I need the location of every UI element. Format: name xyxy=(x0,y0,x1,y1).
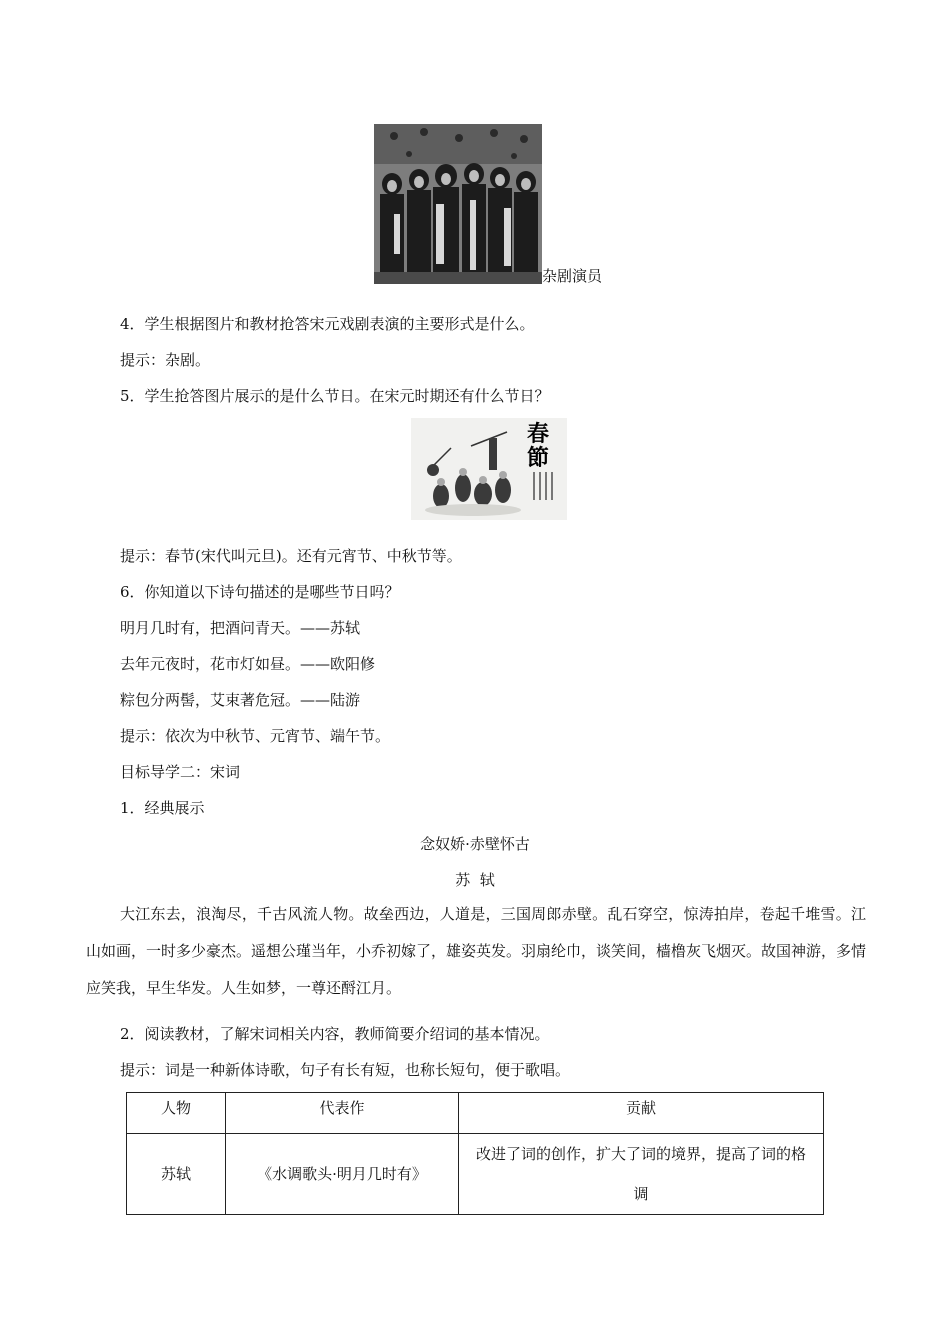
song-ci-table xyxy=(126,1092,824,1215)
festival-char-2: 節 xyxy=(527,445,550,471)
cell-person: 苏轼 xyxy=(127,1134,226,1215)
header-contribution: 贡献 xyxy=(459,1093,824,1134)
answer-5: 提示：春节(宋代叫元旦)。还有元宵节、中秋节等。 xyxy=(120,547,462,565)
table-header-row xyxy=(127,1093,824,1134)
poem-title: 念奴娇·赤壁怀古 xyxy=(420,835,530,853)
goal-heading: 目标导学二：宋词 xyxy=(120,763,241,781)
question-4: 4．学生根据图片和教材抢答宋元戏剧表演的主要形式是什么。 xyxy=(120,315,535,333)
poem-line-1: 明月几时有，把酒问青天。——苏轼 xyxy=(120,619,361,637)
poem-line-2: 去年元夜时，花市灯如昼。——欧阳修 xyxy=(120,655,376,673)
section-1: 1．经典展示 xyxy=(120,799,205,817)
header-person: 人物 xyxy=(127,1093,226,1134)
answer-6: 提示：依次为中秋节、元宵节、端午节。 xyxy=(120,727,391,745)
poem-author: 苏 轼 xyxy=(455,871,495,889)
cell-work: 《水调歌头·明月几时有》 xyxy=(226,1134,459,1215)
header-work: 代表作 xyxy=(226,1093,459,1134)
answer-4: 提示：杂剧。 xyxy=(120,351,211,369)
cell-contribution: 改进了词的创作，扩大了词的境界，提高了词的格调 xyxy=(459,1134,824,1215)
section-2: 2．阅读教材，了解宋词相关内容，教师简要介绍词的基本情况。 xyxy=(120,1025,550,1043)
answer-section-2: 提示：词是一种新体诗歌，句子有长有短，也称长短句，便于歌唱。 xyxy=(120,1061,571,1079)
question-5: 5．学生抢答图片展示的是什么节日。在宋元时期还有什么节日？ xyxy=(120,387,550,405)
opera-performers-illustration xyxy=(374,124,542,284)
spring-festival-image xyxy=(411,418,567,520)
poem-line-3: 粽包分两髻，艾束著危冠。——陆游 xyxy=(120,691,361,709)
festival-char-1: 春 xyxy=(527,421,550,447)
figure-caption: 杂剧演员 xyxy=(542,267,603,285)
poem-text: 大江东去，浪淘尽，千古风流人物。故垒西边，人道是，三国周郎赤壁。乱石穿空，惊涛拍岸，卷起千堆雪。江山如画，一时多少豪杰。遥想公瑾当年，小乔初嫁了，雄姿英发。羽扇纶巾，谈笑间，樯橹灰飞烟灭。故国神游，多情应笑我，早生华发。人生如梦，一尊还酹江月。 xyxy=(86,905,867,997)
question-6: 6．你知道以下诗句描述的是哪些节日吗？ xyxy=(120,583,400,601)
opera-performers-image xyxy=(374,124,542,284)
table-row xyxy=(127,1134,824,1215)
